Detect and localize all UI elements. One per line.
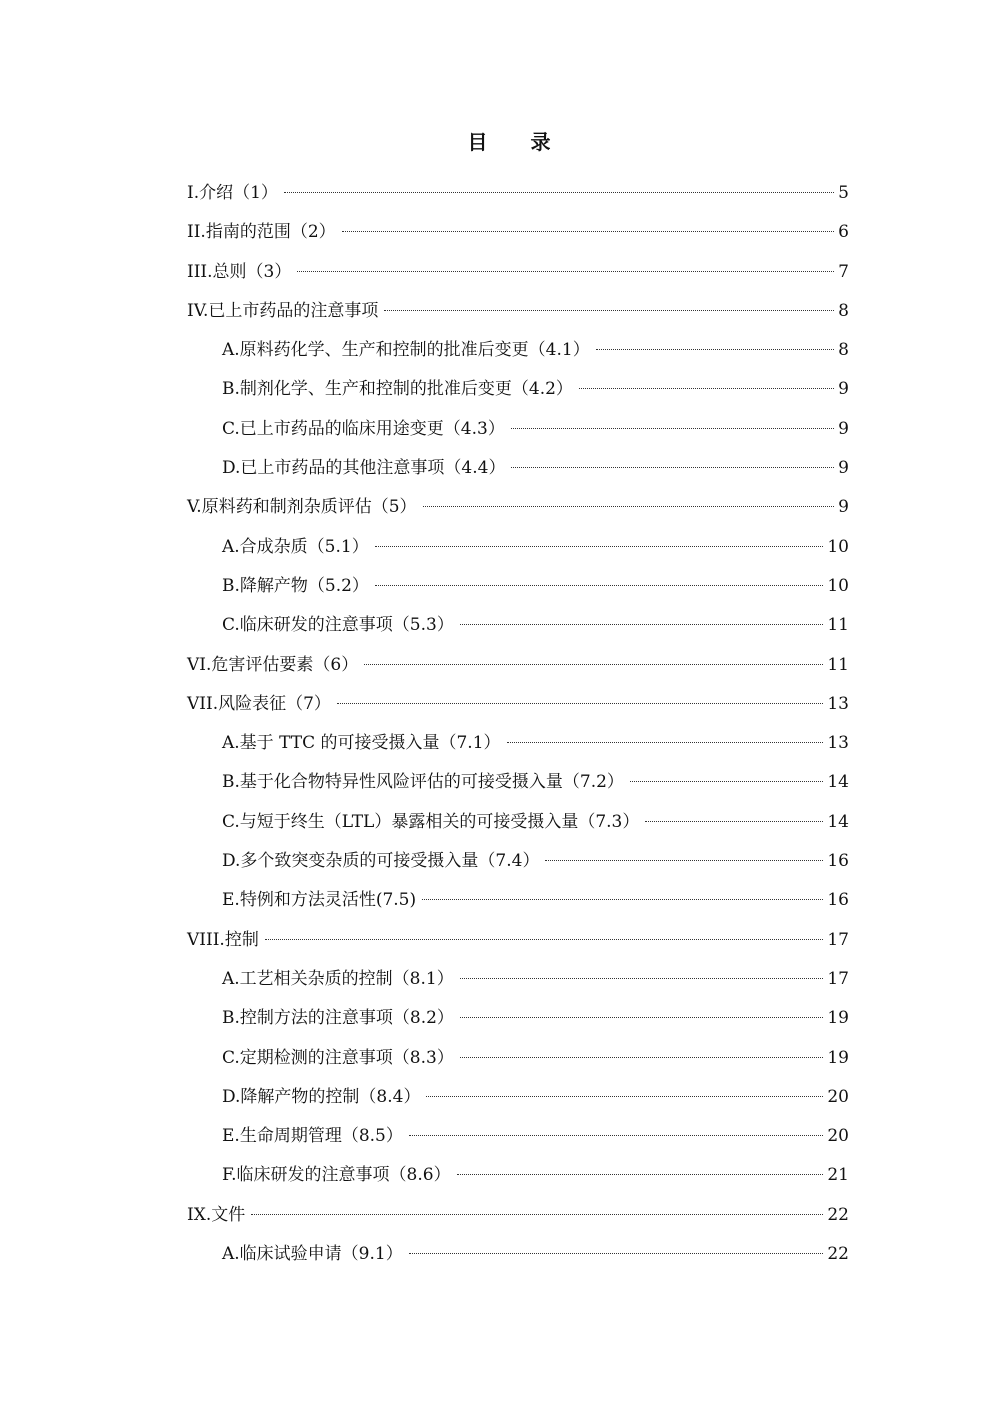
toc-entry-label: IV.已上市药品的注意事项 (187, 300, 379, 321)
toc-entry-page-number: 9 (838, 418, 849, 439)
toc-dot-leader (645, 821, 823, 822)
toc-entry-page-number: 21 (827, 1165, 849, 1186)
toc-dot-leader (284, 192, 834, 193)
toc-entry-label: A.工艺相关杂质的控制（8.1） (222, 968, 454, 989)
toc-dot-leader (579, 388, 834, 389)
toc-dot-leader (297, 271, 834, 272)
toc-entry[interactable] (187, 213, 849, 252)
toc-entry-page-number: 11 (827, 654, 849, 675)
toc-entry[interactable] (187, 1156, 849, 1195)
toc-entry-page-number: 14 (827, 811, 849, 832)
toc-entry[interactable] (187, 1039, 849, 1078)
toc-entry-page-number: 20 (827, 1126, 849, 1147)
toc-entry-label: VII.风险表征（7） (187, 693, 331, 714)
toc-entry-page-number: 17 (827, 929, 849, 950)
toc-entry[interactable] (187, 960, 849, 999)
toc-dot-leader (423, 506, 835, 507)
toc-dot-leader (426, 1096, 823, 1097)
toc-entry-label: B.控制方法的注意事项（8.2） (222, 1008, 454, 1029)
toc-entry-label: A.临床试验申请（9.1） (222, 1244, 403, 1265)
toc-entry-label: VIII.控制 (187, 929, 259, 950)
toc-entry[interactable] (187, 1078, 849, 1117)
toc-dot-leader (511, 428, 834, 429)
toc-entry-page-number: 22 (827, 1244, 849, 1265)
toc-entry-page-number: 13 (827, 693, 849, 714)
toc-dot-leader (384, 310, 834, 311)
toc-entry-page-number: 6 (838, 222, 849, 243)
toc-entry[interactable] (187, 803, 849, 842)
toc-entry[interactable] (187, 685, 849, 724)
toc-dot-leader (422, 899, 823, 900)
toc-entry-page-number: 8 (838, 300, 849, 321)
toc-entry-page-number: 16 (827, 851, 849, 872)
toc-dot-leader (409, 1135, 824, 1136)
toc-entry-label: E.生命周期管理（8.5） (222, 1126, 403, 1147)
toc-entry-label: IX.文件 (187, 1204, 246, 1225)
toc-dot-leader (375, 546, 824, 547)
toc-entry-page-number: 10 (827, 575, 849, 596)
toc-entry-page-number: 7 (838, 261, 849, 282)
toc-dot-leader (460, 1057, 824, 1058)
toc-entry[interactable] (187, 567, 849, 606)
toc-dot-leader (630, 781, 823, 782)
toc-entry[interactable] (187, 528, 849, 567)
toc-entry-page-number: 19 (827, 1047, 849, 1068)
toc-entry-page-number: 11 (827, 615, 849, 636)
toc-entry-page-number: 16 (827, 890, 849, 911)
toc-entry[interactable] (187, 921, 849, 960)
toc-dot-leader (457, 1174, 824, 1175)
toc-entry-label: B.基于化合物特异性风险评估的可接受摄入量（7.2） (222, 772, 624, 793)
toc-entry-label: A.原料药化学、生产和控制的批准后变更（4.1） (222, 340, 590, 361)
toc-entry[interactable] (187, 646, 849, 685)
toc-dot-leader (545, 860, 823, 861)
toc-entry-page-number: 8 (838, 340, 849, 361)
toc-entry-page-number: 9 (838, 497, 849, 518)
toc-entry-label: A.基于 TTC 的可接受摄入量（7.1） (222, 733, 501, 754)
toc-entry-label: B.制剂化学、生产和控制的批准后变更（4.2） (222, 379, 573, 400)
toc-entry[interactable] (187, 1117, 849, 1156)
toc-entry-page-number: 19 (827, 1008, 849, 1029)
toc-entry[interactable] (187, 331, 849, 370)
toc-entry-label: D.已上市药品的其他注意事项（4.4） (222, 458, 506, 479)
toc-entry[interactable] (187, 881, 849, 920)
toc-title: 目 录 (467, 130, 569, 154)
toc-entry-label: C.临床研发的注意事项（5.3） (222, 615, 454, 636)
toc-entry[interactable] (187, 253, 849, 292)
toc-entry-label: A.合成杂质（5.1） (222, 536, 369, 557)
toc-entry-label: B.降解产物（5.2） (222, 575, 369, 596)
toc-entry-page-number: 17 (827, 968, 849, 989)
toc-entry[interactable] (187, 410, 849, 449)
toc-entry-label: E.特例和方法灵活性(7.5) (222, 890, 417, 911)
toc-entry-page-number: 14 (827, 772, 849, 793)
toc-entry-page-number: 9 (838, 458, 849, 479)
toc-entry-label: D.多个致突变杂质的可接受摄入量（7.4） (222, 851, 540, 872)
toc-entry-page-number: 10 (827, 536, 849, 557)
toc-entry-label: C.已上市药品的临床用途变更（4.3） (222, 418, 505, 439)
toc-dot-leader (337, 703, 823, 704)
toc-entry-label: VI.危害评估要素（6） (187, 654, 359, 675)
toc-entry[interactable] (187, 1196, 849, 1235)
toc-dot-leader (375, 585, 823, 586)
toc-dot-leader (507, 742, 824, 743)
toc-dot-leader (511, 467, 834, 468)
toc-entry-label: V.原料药和制剂杂质评估（5） (187, 497, 417, 518)
toc-entry-label: F.临床研发的注意事项（8.6） (222, 1165, 451, 1186)
toc-entry[interactable] (187, 724, 849, 763)
toc-dot-leader (265, 939, 824, 940)
toc-dot-leader (364, 664, 823, 665)
toc-dot-leader (342, 231, 835, 232)
toc-dot-leader (596, 349, 834, 350)
toc-dot-leader (409, 1253, 824, 1254)
toc-entry[interactable] (187, 763, 849, 802)
toc-entry-page-number: 22 (827, 1204, 849, 1225)
toc-entry[interactable] (187, 370, 849, 409)
toc-entry[interactable] (187, 174, 849, 213)
toc-entry-page-number: 13 (827, 733, 849, 754)
toc-entry-page-number: 5 (838, 183, 849, 203)
toc-entry-label: C.与短于终生（LTL）暴露相关的可接受摄入量（7.3） (222, 811, 640, 832)
table-of-contents (187, 174, 849, 1274)
toc-entry-label: C.定期检测的注意事项（8.3） (222, 1047, 454, 1068)
toc-dot-leader (251, 1214, 823, 1215)
toc-entry[interactable] (187, 449, 849, 488)
toc-dot-leader (460, 624, 824, 625)
toc-entry[interactable] (187, 292, 849, 331)
toc-dot-leader (460, 1017, 823, 1018)
toc-entry[interactable] (187, 842, 849, 881)
toc-entry-page-number: 20 (827, 1086, 849, 1107)
toc-entry[interactable] (187, 1235, 849, 1274)
toc-entry[interactable] (187, 999, 849, 1038)
toc-entry[interactable] (187, 606, 849, 645)
toc-entry-label: D.降解产物的控制（8.4） (222, 1086, 421, 1107)
toc-entry-page-number: 9 (838, 379, 849, 400)
toc-entry-label: I.介绍（1） (187, 183, 278, 203)
toc-entry-label: II.指南的范围（2） (187, 222, 336, 243)
toc-dot-leader (460, 978, 824, 979)
toc-entry[interactable] (187, 488, 849, 527)
toc-entry-label: III.总则（3） (187, 261, 292, 282)
